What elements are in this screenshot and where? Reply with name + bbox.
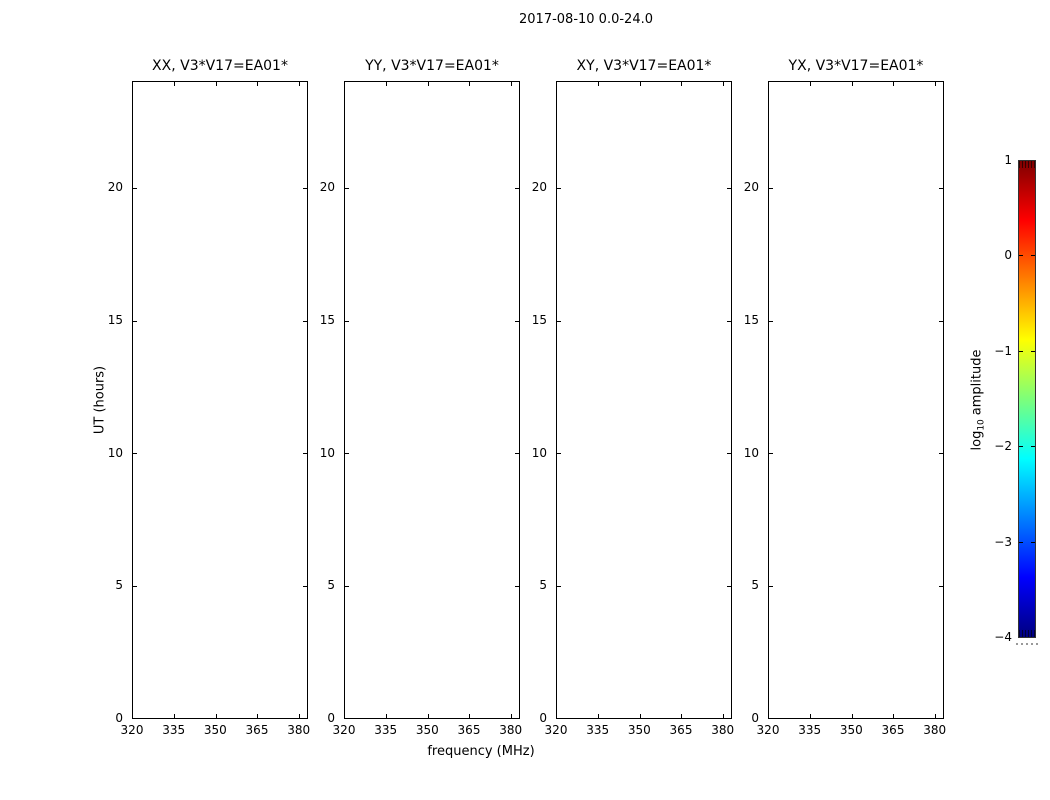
x-tick-label: 320 (756, 723, 780, 737)
x-tick-mark (723, 714, 724, 718)
y-tick-label: 15 (107, 312, 123, 327)
x-tick-mark (299, 82, 300, 86)
y-tick-label: 20 (319, 180, 335, 195)
panel-title-xy: XY, V3*V17=EA01* (576, 58, 712, 74)
colorbar-bottom-hatch (1019, 630, 1035, 637)
panel-xx (132, 81, 308, 719)
y-tick-label: 0 (327, 711, 335, 725)
x-tick-mark (598, 714, 599, 718)
x-tick-label: 335 (586, 723, 610, 737)
colorbar-gradient (1018, 160, 1036, 638)
y-tick-label: 15 (319, 312, 335, 327)
y-tick-mark (557, 321, 561, 322)
x-tick-mark (428, 82, 429, 86)
x-tick-label: 350 (839, 723, 863, 737)
y-tick-mark (939, 453, 943, 454)
y-tick-mark (769, 453, 773, 454)
colorbar-tick-mark (1019, 446, 1023, 447)
y-tick-label: 10 (743, 445, 759, 460)
colorbar-tick-label: −1 (994, 343, 1012, 358)
y-tick-mark (939, 586, 943, 587)
x-tick-mark (810, 714, 811, 718)
y-tick-mark (133, 321, 137, 322)
x-tick-mark (386, 714, 387, 718)
y-tick-label: 20 (531, 180, 547, 195)
y-tick-label: 0 (751, 711, 759, 725)
y-tick-label: 0 (539, 711, 547, 725)
x-tick-mark (723, 82, 724, 86)
x-tick-label: 335 (162, 723, 186, 737)
y-tick-label: 0 (115, 711, 123, 725)
x-tick-mark (935, 82, 936, 86)
colorbar-tick-mark (1031, 542, 1035, 543)
x-tick-mark (469, 714, 470, 718)
y-tick-mark (345, 453, 349, 454)
x-tick-mark (810, 82, 811, 86)
colorbar-top-hatch (1019, 161, 1035, 168)
x-tick-mark (216, 714, 217, 718)
y-tick-mark (939, 188, 943, 189)
x-tick-mark (174, 82, 175, 86)
panel-title-yy: YY, V3*V17=EA01* (365, 58, 499, 74)
colorbar-tick-mark (1019, 351, 1023, 352)
x-tick-mark (174, 714, 175, 718)
panel-yy (344, 81, 520, 719)
x-tick-mark (257, 714, 258, 718)
x-tick-mark (640, 714, 641, 718)
y-tick-mark (133, 188, 137, 189)
x-tick-mark (386, 82, 387, 86)
y-tick-mark (557, 453, 561, 454)
colorbar-label-post: amplitude (969, 349, 985, 416)
x-tick-mark (598, 82, 599, 86)
x-tick-label: 365 (457, 723, 481, 737)
figure-title: 2017-08-10 0.0-24.0 (519, 12, 653, 27)
panel-xy (556, 81, 732, 719)
y-axis-label: UT (hours) (92, 365, 108, 435)
x-tick-mark (852, 82, 853, 86)
x-tick-label: 320 (120, 723, 144, 737)
x-tick-label: 365 (881, 723, 905, 737)
x-tick-mark (640, 82, 641, 86)
x-tick-label: 335 (374, 723, 398, 737)
x-tick-label: 380 (287, 723, 311, 737)
y-tick-mark (345, 586, 349, 587)
colorbar-label-pre: log (969, 430, 985, 451)
colorbar-tick-label: 0 (1004, 248, 1012, 263)
colorbar-label (970, 350, 987, 451)
y-tick-mark (557, 188, 561, 189)
y-tick-mark (345, 321, 349, 322)
x-tick-mark (299, 714, 300, 718)
x-tick-mark (893, 714, 894, 718)
y-tick-label: 15 (531, 312, 547, 327)
y-tick-label: 5 (327, 578, 335, 593)
x-tick-mark (681, 714, 682, 718)
colorbar-tick-mark (1031, 446, 1035, 447)
colorbar-tick-label: −4 (994, 630, 1012, 644)
y-tick-label: 5 (115, 578, 123, 593)
y-tick-mark (769, 586, 773, 587)
y-tick-label: 5 (751, 578, 759, 593)
x-tick-mark (428, 714, 429, 718)
y-tick-mark (939, 321, 943, 322)
colorbar-extend-dotted-line (1016, 643, 1038, 645)
y-tick-mark (133, 586, 137, 587)
colorbar-tick-mark (1031, 351, 1035, 352)
x-tick-mark (257, 82, 258, 86)
x-tick-mark (216, 82, 217, 86)
colorbar-label-sub: 10 (976, 419, 987, 431)
x-axis-label: frequency (MHz) (427, 744, 535, 759)
y-tick-mark (133, 453, 137, 454)
x-tick-label: 365 (669, 723, 693, 737)
x-tick-mark (935, 714, 936, 718)
x-tick-mark (469, 82, 470, 86)
x-tick-label: 335 (798, 723, 822, 737)
x-tick-label: 320 (332, 723, 356, 737)
x-tick-label: 350 (627, 723, 651, 737)
y-tick-mark (345, 188, 349, 189)
x-tick-mark (511, 714, 512, 718)
y-tick-label: 20 (107, 180, 123, 195)
x-tick-mark (893, 82, 894, 86)
y-tick-label: 20 (743, 180, 759, 195)
y-tick-label: 10 (319, 445, 335, 460)
panel-title-yx: YX, V3*V17=EA01* (788, 58, 924, 74)
x-tick-mark (511, 82, 512, 86)
colorbar-tick-label: 1 (1004, 153, 1012, 167)
y-tick-label: 10 (107, 445, 123, 460)
x-tick-label: 380 (499, 723, 523, 737)
colorbar-tick-mark (1019, 255, 1023, 256)
colorbar-tick-label: −3 (994, 534, 1012, 549)
x-tick-label: 350 (203, 723, 227, 737)
y-tick-label: 10 (531, 445, 547, 460)
y-tick-mark (769, 188, 773, 189)
x-tick-label: 380 (923, 723, 947, 737)
colorbar-tick-mark (1031, 255, 1035, 256)
x-tick-label: 365 (245, 723, 269, 737)
colorbar-tick-mark (1019, 542, 1023, 543)
panel-yx (768, 81, 944, 719)
panel-title-xx: XX, V3*V17=EA01* (152, 58, 288, 74)
y-tick-label: 5 (539, 578, 547, 593)
y-tick-label: 15 (743, 312, 759, 327)
x-tick-label: 320 (544, 723, 568, 737)
colorbar-tick-label: −2 (994, 439, 1012, 454)
x-tick-label: 350 (415, 723, 439, 737)
y-tick-mark (557, 586, 561, 587)
x-tick-label: 380 (711, 723, 735, 737)
x-tick-mark (852, 714, 853, 718)
x-tick-mark (681, 82, 682, 86)
y-tick-mark (769, 321, 773, 322)
